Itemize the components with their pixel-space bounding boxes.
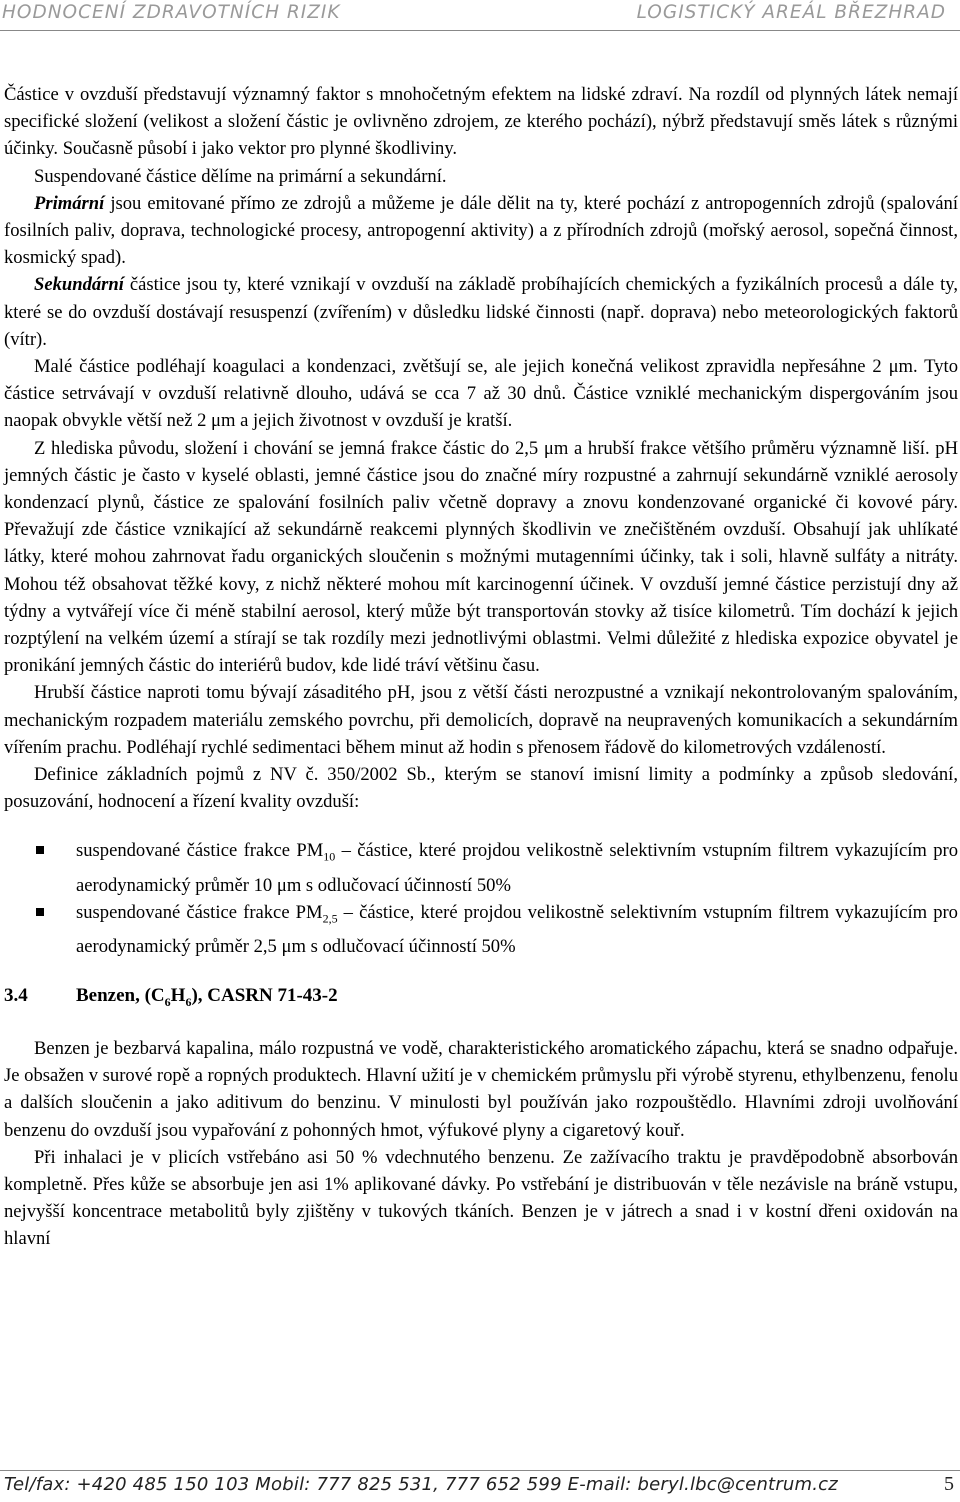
bullet-subscript: 2,5 bbox=[322, 911, 338, 926]
paragraph-classification: Suspendované částice dělíme na primární a sekundární. bbox=[34, 165, 447, 187]
section-heading bbox=[4, 982, 958, 1016]
document-body bbox=[4, 81, 958, 1253]
section-title-part: H bbox=[170, 985, 186, 1007]
paragraph-benzene-absorption: Při inhalaci je v plicích vstřebáno asi 50 % vdechnutého benzenu. Ze zažívacího traktu je pravděpodobně absorbován kompletně. Přes kůže se absorbuje jen asi 1% aplikované dávky. Po vstřebání je distribuován v těle nezávisle na bráně vstupu, nejvyšší koncentrace metabolitů byly zjištěny v tukových tkáních. Benzen je v játrech a snad i v kostní dřeni oxidován na hlavní bbox=[4, 1146, 958, 1250]
paragraph-secondary-text: částice jsou ty, které vznikají v ovzduší na základě probíhajících chemických a fyzikálních procesů a dále ty, které se do ovzduší dostávají resuspenzí (zvířením) v důsledku lidské činnosti (např. doprava) nebo meteorologických faktorů (vítr). bbox=[4, 274, 958, 350]
paragraph-benzene-intro: Benzen je bezbarvá kapalina, málo rozpustná ve vodě, charakteristického aromatického zápachu, která se snadno odpařuje. Je obsažen v surové ropě a ropných produktech. Hlavní užití je v chemickém průmyslu při výrobě styrenu, ethylbenzenu, fenolu a dalších sloučenin a jako aditivum do benzinu. V minulosti byl používán jako rozpouštědlo. Hlavními zdroji uvolňování benzenu do ovzduší jsou vypařování z pohonných hmot, výfukové plyny a cigaretový kouř. bbox=[4, 1037, 958, 1141]
paragraph-primary bbox=[4, 190, 958, 272]
bullet-subscript: 10 bbox=[323, 850, 336, 865]
bullet-square-icon bbox=[36, 846, 44, 854]
bullet-lead: suspendované částice frakce PM bbox=[76, 840, 324, 862]
page-header bbox=[0, 0, 960, 31]
paragraph-intro: Částice v ovzduší představují významný faktor s mnohočetným efektem na lidské zdraví. Na rozdíl od plynných látek nemají specifické složení (velikost a složení částic je ovlivněno zdrojem, ze kterého pochází), nýbrž představují směs látek s různými účinky. Současně působí i jako vektor pro plynné škodliviny. bbox=[4, 84, 958, 160]
paragraph-primary-text: jsou emitované přímo ze zdrojů a můžeme je dále dělit na ty, které pochází z antropogenních zdrojů (spalování fosilních paliv, doprava, technologické procesy, antropogenní aktivity) a z přírodních zdrojů (mořský aerosol, sopečná činnost, kosmický spad). bbox=[4, 192, 958, 269]
paragraph-small-particles: Malé částice podléhají koagulaci a kondenzaci, zvětšují se, ale jejich konečná velikost zpravidla nepřesáhne 2 μm. Tyto částice setrvávají v ovzduší relativně dlouho, udává se cca 7 až 30 dnů. Částice vzniklé mechanickým dispergováním jsou naopak obvykle větší než 2 μm a jejich životnost v ovzduší je kratší. bbox=[4, 356, 958, 432]
page-footer bbox=[0, 1470, 960, 1502]
page-number: 5 bbox=[944, 1473, 954, 1495]
paragraph-coarse-fraction: Hrubší částice naproti tomu bývají zásaditého pH, jsou z větší části nerozpustné a vznikají nekontrolovaným spalováním, mechanickým rozpadem materiálu zemského povrchu, při demolicích, dopravě na neupravených komunikacích a sekundárním vířením prachu. Podléhají rychlé sedimentaci během minut až hodin s přenosem řádově do kilometrových vzdáleností. bbox=[4, 682, 958, 758]
header-left-title: HODNOCENÍ ZDRAVOTNÍCH RIZIK bbox=[2, 2, 341, 23]
term-primary: Primární bbox=[34, 192, 105, 214]
list-item bbox=[4, 899, 958, 960]
section-number: 3.4 bbox=[4, 985, 28, 1007]
list-item bbox=[4, 837, 958, 898]
section-subscript: 6 bbox=[185, 994, 192, 1009]
bullet-lead: suspendované částice frakce PM bbox=[76, 901, 323, 923]
bullet-text: – částice, které projdou velikostně selektivním vstupním filtrem vykazujícím pro aerodynamický průměr 2,5 μm s odlučovací účinností 50% bbox=[76, 901, 958, 957]
bullet-text: – částice, které projdou velikostně selektivním vstupním filtrem vykazujícím pro aerodynamický průměr 10 μm s odlučovací účinností 50% bbox=[76, 840, 958, 896]
header-right-title: LOGISTICKÝ AREÁL BŘEZHRAD bbox=[636, 2, 946, 23]
section-subscript: 6 bbox=[164, 994, 171, 1009]
paragraph-secondary bbox=[4, 271, 958, 353]
paragraph-definitions: Definice základních pojmů z NV č. 350/2002 Sb., kterým se stanoví imisní limity a podmínky a způsob sledování, posuzování, hodnocení a řízení kvality ovzduší: bbox=[4, 764, 958, 813]
bullet-square-icon bbox=[36, 908, 44, 916]
footer-contact: Tel/fax: +420 485 150 103 Mobil: 777 825 531, 777 652 599 E-mail: beryl.lbc@centrum.cz bbox=[4, 1474, 838, 1495]
term-secondary: Sekundární bbox=[34, 274, 124, 296]
section-title: Benzen, (C bbox=[76, 985, 165, 1007]
paragraph-fine-fraction: Z hlediska původu, složení i chování se jemná frakce částic do 2,5 μm a hrubší frakce většího průměru významně liší. pH jemných částic je často v kyselé oblasti, jemné částice jsou do značné míry rozpustné a zahrnují sekundárně vzniklé aerosoly kondenzací plynů, částice ze spalování fosilních paliv včetně dopravy a znovu kondenzované organické či kovové páry. Převažují zde částice vznikající až sekundárně reakcemi plynných škodlivin ve znečištěném ovzduší. Obsahují jak uhlíkaté látky, které mohou zahrnovat řadu organických sloučenin s možnými mutagenními účinky, tak i soli, hlavně sulfáty a nitráty. Mohou též obsahovat těžké kovy, z nichž některé mohou mít karcinogenní účinek. V ovzduší jemné částice perzistují dny až týdny a vytvářejí více či méně stabilní aerosol, který může být transportován stovky až tisíce kilometrů. Tím dochází k jejich rozptýlení na velkém území a stírají se tak rozdíly mezi jednotlivými oblastmi. Velmi důležité z hlediska expozice obyvatel je pronikání jemných částic do interiérů budov, kde lidé tráví většinu času. bbox=[4, 437, 958, 677]
section-title-part: ), CASRN 71-43-2 bbox=[191, 985, 338, 1007]
